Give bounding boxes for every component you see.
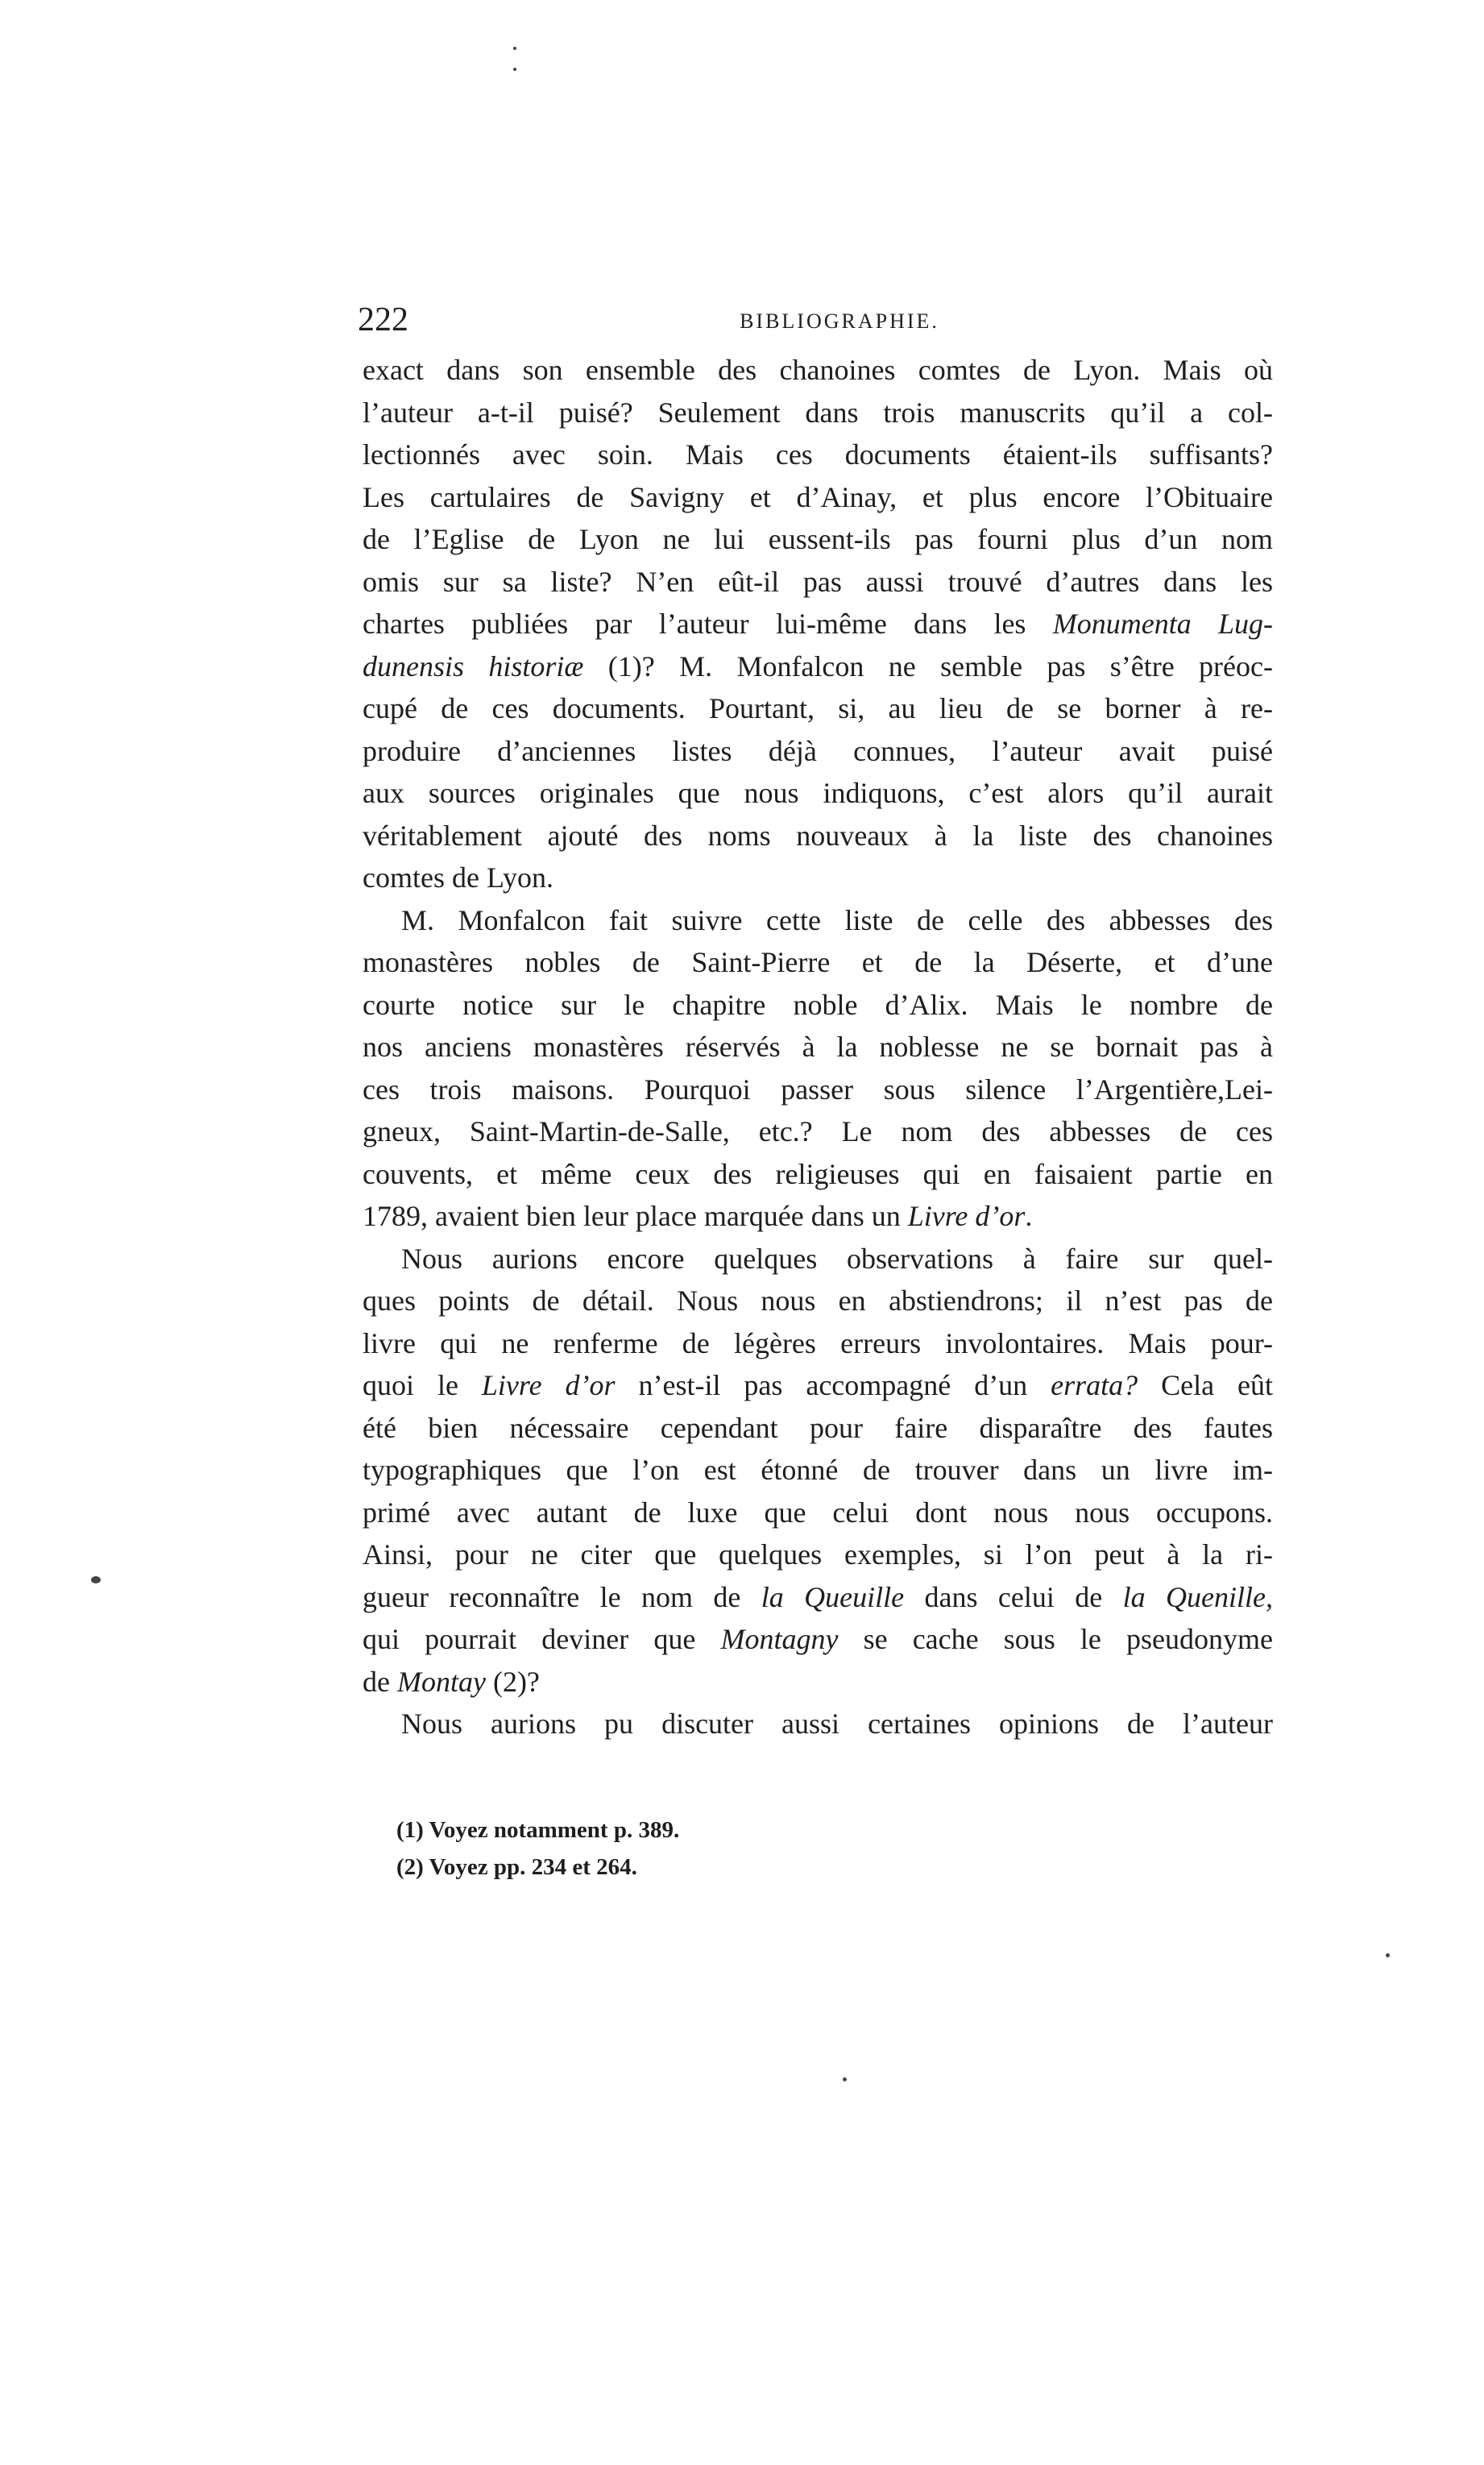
text-line: l’auteur a-t-il puisé? Seulement dans trois manuscrits qu’il a col- <box>363 396 1273 429</box>
text-line: monastères nobles de Saint-Pierre et de la Déserte, et d’une <box>363 946 1273 978</box>
text-line: ces trois maisons. Pourquoi passer sous silence l’Argentière,Lei- <box>363 1073 1273 1106</box>
text-line: omis sur sa liste? N’en eût-il pas aussi trouvé d’autres dans les <box>363 565 1273 598</box>
text-line: courte notice sur le chapitre noble d’Alix. Mais le nombre de <box>363 988 1273 1021</box>
page-header <box>358 300 1273 340</box>
text-line: comtes de Lyon. <box>363 861 553 894</box>
page-number: 222 <box>358 301 408 338</box>
text-line: typographiques que l’on est étonné de trouver dans un livre im- <box>363 1454 1273 1486</box>
footnotes <box>396 1811 1202 1886</box>
running-head: BIBLIOGRAPHIE. <box>740 309 939 333</box>
text-line: Ainsi, pour ne citer que quelques exemples, si l’on peut à la ri- <box>363 1538 1273 1571</box>
text-line: Les cartulaires de Savigny et d’Ainay, et plus encore l’Obituaire <box>363 480 1273 513</box>
text-line: M. Monfalcon fait suivre cette liste de celle des abbesses des <box>401 903 1273 936</box>
body-text <box>363 349 1273 1745</box>
text-line: exact dans son ensemble des chanoines comtes de Lyon. Mais où <box>363 354 1273 386</box>
text-line: Nous aurions encore quelques observations à faire sur quel- <box>401 1242 1273 1275</box>
text-line: de l’Eglise de Lyon ne lui eussent-ils pas fourni plus d’un nom <box>363 523 1273 555</box>
text-line: véritablement ajouté des noms nouveaux à la liste des chanoines <box>363 819 1273 852</box>
text-line: gneux, Saint-Martin-de-Salle, etc.? Le nom des abbesses de ces <box>363 1115 1273 1147</box>
text-line: de Montay (2)? <box>363 1665 540 1698</box>
text-line: chartes publiées par l’auteur lui-même dans les Monumenta Lug- <box>363 608 1273 640</box>
text-line: nos anciens monastères réservés à la noblesse ne se bornait pas à <box>363 1031 1273 1063</box>
footnote-1: (1) Voyez notamment p. 389. <box>396 1817 680 1843</box>
text-line: gueur reconnaître le nom de la Queuille dans celui de la Quenille, <box>363 1580 1273 1613</box>
text-line: couvents, et même ceux des religieuses qui en faisaient partie en <box>363 1157 1273 1190</box>
text-line: livre qui ne renferme de légères erreurs involontaires. Mais pour- <box>363 1326 1273 1359</box>
text-line: été bien nécessaire cependant pour faire disparaître des fautes <box>363 1411 1273 1444</box>
text-line: produire d’anciennes listes déjà connues, l’auteur avait puisé <box>363 734 1273 767</box>
footnote-2: (2) Voyez pp. 234 et 264. <box>396 1854 637 1880</box>
text-line: primé avec autant de luxe que celui dont nous nous occupons. <box>363 1496 1273 1529</box>
text-line: quoi le Livre d’or n’est-il pas accompagné d’un errata? Cela eût <box>363 1369 1274 1401</box>
text-line: dunensis historiæ (1)? M. Monfalcon ne semble pas s’être préoc- <box>363 649 1273 683</box>
text-line: qui pourrait deviner que Montagny se cache sous le pseudonyme <box>363 1623 1273 1655</box>
text-line: Nous aurions pu discuter aussi certaines opinions de l’auteur <box>401 1708 1273 1740</box>
text-line: aux sources originales que nous indiquons, c’est alors qu’il aurait <box>363 777 1273 809</box>
text-line: ques points de détail. Nous nous en abstiendrons; il n’est pas de <box>363 1284 1273 1317</box>
text-line: 1789, avaient bien leur place marquée dans un Livre d’or. <box>363 1200 1033 1232</box>
text-line: lectionnés avec soin. Mais ces documents étaient-ils suffisants? <box>363 438 1273 471</box>
text-line: cupé de ces documents. Pourtant, si, au lieu de se borner à re- <box>363 692 1273 724</box>
